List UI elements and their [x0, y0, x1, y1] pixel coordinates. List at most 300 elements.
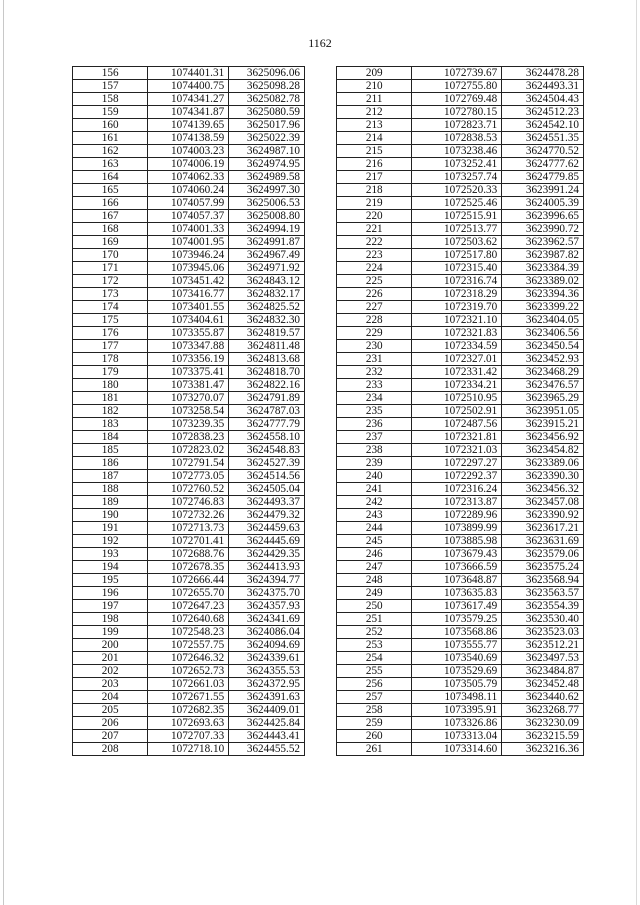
table-row	[73, 171, 305, 184]
y-coordinate-cell: 3623457.08	[502, 496, 584, 509]
table-row	[73, 314, 305, 327]
table-row	[337, 288, 584, 301]
y-coordinate-cell: 3624339.61	[229, 652, 305, 665]
point-number-cell: 209	[337, 67, 412, 80]
table-row	[73, 366, 305, 379]
point-number-cell: 211	[337, 93, 412, 106]
x-coordinate-cell: 1073356.19	[148, 353, 229, 366]
table-row	[73, 652, 305, 665]
y-coordinate-cell: 3624987.10	[229, 145, 305, 158]
y-coordinate-cell: 3625080.59	[229, 106, 305, 119]
table-row	[337, 587, 584, 600]
y-coordinate-cell: 3624777.62	[502, 158, 584, 171]
y-coordinate-cell: 3623563.57	[502, 587, 584, 600]
point-number-cell: 203	[73, 678, 148, 691]
scan-edge-right	[636, 0, 637, 905]
table-row	[73, 743, 305, 756]
point-number-cell: 251	[337, 613, 412, 626]
y-coordinate-cell: 3623951.05	[502, 405, 584, 418]
y-coordinate-cell: 3623530.40	[502, 613, 584, 626]
y-coordinate-cell: 3624770.52	[502, 145, 584, 158]
table-row	[337, 236, 584, 249]
point-number-cell: 158	[73, 93, 148, 106]
point-number-cell: 218	[337, 184, 412, 197]
table-row	[337, 340, 584, 353]
x-coordinate-cell: 1073252.41	[412, 158, 502, 171]
point-number-cell: 258	[337, 704, 412, 717]
point-number-cell: 248	[337, 574, 412, 587]
x-coordinate-cell: 1073648.87	[412, 574, 502, 587]
table-row	[73, 379, 305, 392]
y-coordinate-cell: 3624994.19	[229, 223, 305, 236]
table-row	[337, 93, 584, 106]
y-coordinate-cell: 3624997.30	[229, 184, 305, 197]
point-number-cell: 179	[73, 366, 148, 379]
table-row	[337, 262, 584, 275]
x-coordinate-cell: 1072520.33	[412, 184, 502, 197]
table-row	[337, 301, 584, 314]
point-number-cell: 235	[337, 405, 412, 418]
x-coordinate-cell: 1072319.70	[412, 301, 502, 314]
x-coordinate-cell: 1074057.37	[148, 210, 229, 223]
x-coordinate-cell: 1074341.27	[148, 93, 229, 106]
x-coordinate-cell: 1074006.19	[148, 158, 229, 171]
x-coordinate-cell: 1073270.07	[148, 392, 229, 405]
x-coordinate-cell: 1072713.73	[148, 522, 229, 535]
table-row	[337, 197, 584, 210]
y-coordinate-cell: 3625096.06	[229, 67, 305, 80]
y-coordinate-cell: 3623390.30	[502, 470, 584, 483]
y-coordinate-cell: 3623965.29	[502, 392, 584, 405]
point-number-cell: 195	[73, 574, 148, 587]
x-coordinate-cell: 1074138.59	[148, 132, 229, 145]
point-number-cell: 242	[337, 496, 412, 509]
y-coordinate-cell: 3623384.39	[502, 262, 584, 275]
y-coordinate-cell: 3624989.58	[229, 171, 305, 184]
table-row	[73, 665, 305, 678]
point-number-cell: 212	[337, 106, 412, 119]
y-coordinate-cell: 3623440.62	[502, 691, 584, 704]
x-coordinate-cell: 1072760.52	[148, 483, 229, 496]
table-row	[337, 444, 584, 457]
x-coordinate-cell: 1072316.24	[412, 483, 502, 496]
y-coordinate-cell: 3624086.04	[229, 626, 305, 639]
table-row	[73, 197, 305, 210]
table-row	[73, 613, 305, 626]
table-row	[73, 535, 305, 548]
table-row	[73, 353, 305, 366]
point-number-cell: 227	[337, 301, 412, 314]
y-coordinate-cell: 3623450.54	[502, 340, 584, 353]
point-number-cell: 166	[73, 197, 148, 210]
table-row	[337, 210, 584, 223]
point-number-cell: 253	[337, 639, 412, 652]
table-row	[73, 93, 305, 106]
y-coordinate-cell: 3624505.04	[229, 483, 305, 496]
x-coordinate-cell: 1072321.83	[412, 327, 502, 340]
table-row	[337, 496, 584, 509]
x-coordinate-cell: 1073885.98	[412, 535, 502, 548]
point-number-cell: 201	[73, 652, 148, 665]
table-row	[337, 158, 584, 171]
x-coordinate-cell: 1072666.44	[148, 574, 229, 587]
x-coordinate-cell: 1072739.67	[412, 67, 502, 80]
y-coordinate-cell: 3624514.56	[229, 470, 305, 483]
y-coordinate-cell: 3624819.57	[229, 327, 305, 340]
scan-edge-left	[3, 0, 4, 905]
y-coordinate-cell: 3623631.69	[502, 535, 584, 548]
x-coordinate-cell: 1072718.10	[148, 743, 229, 756]
table-row	[73, 223, 305, 236]
point-number-cell: 170	[73, 249, 148, 262]
x-coordinate-cell: 1074001.95	[148, 236, 229, 249]
table-row	[337, 327, 584, 340]
point-number-cell: 215	[337, 145, 412, 158]
table-row	[337, 457, 584, 470]
x-coordinate-cell: 1072548.23	[148, 626, 229, 639]
table-row	[337, 366, 584, 379]
y-coordinate-cell: 3625006.53	[229, 197, 305, 210]
point-number-cell: 173	[73, 288, 148, 301]
y-coordinate-cell: 3624832.17	[229, 288, 305, 301]
point-number-cell: 233	[337, 379, 412, 392]
point-number-cell: 190	[73, 509, 148, 522]
table-row	[337, 431, 584, 444]
y-coordinate-cell: 3623404.05	[502, 314, 584, 327]
table-row	[73, 262, 305, 275]
table-row	[337, 522, 584, 535]
y-coordinate-cell: 3624777.79	[229, 418, 305, 431]
y-coordinate-cell: 3623394.36	[502, 288, 584, 301]
point-number-cell: 177	[73, 340, 148, 353]
y-coordinate-cell: 3623406.56	[502, 327, 584, 340]
x-coordinate-cell: 1072640.68	[148, 613, 229, 626]
x-coordinate-cell: 1072316.74	[412, 275, 502, 288]
point-number-cell: 250	[337, 600, 412, 613]
x-coordinate-cell: 1073239.35	[148, 418, 229, 431]
x-coordinate-cell: 1072331.42	[412, 366, 502, 379]
x-coordinate-cell: 1074057.99	[148, 197, 229, 210]
y-coordinate-cell: 3624355.53	[229, 665, 305, 678]
y-coordinate-cell: 3624843.12	[229, 275, 305, 288]
table-row	[337, 678, 584, 691]
y-coordinate-cell: 3623390.92	[502, 509, 584, 522]
x-coordinate-cell: 1072334.59	[412, 340, 502, 353]
y-coordinate-cell: 3623456.92	[502, 431, 584, 444]
table-row	[73, 132, 305, 145]
x-coordinate-cell: 1072769.48	[412, 93, 502, 106]
y-coordinate-cell: 3623512.21	[502, 639, 584, 652]
point-number-cell: 193	[73, 548, 148, 561]
table-row	[337, 184, 584, 197]
table-row	[337, 249, 584, 262]
point-number-cell: 175	[73, 314, 148, 327]
x-coordinate-cell: 1072515.91	[412, 210, 502, 223]
y-coordinate-cell: 3623990.72	[502, 223, 584, 236]
y-coordinate-cell: 3624548.83	[229, 444, 305, 457]
y-coordinate-cell: 3625008.80	[229, 210, 305, 223]
point-number-cell: 256	[337, 678, 412, 691]
x-coordinate-cell: 1073404.61	[148, 314, 229, 327]
x-coordinate-cell: 1073401.55	[148, 301, 229, 314]
y-coordinate-cell: 3624991.87	[229, 236, 305, 249]
table-row	[73, 106, 305, 119]
table-row	[337, 652, 584, 665]
x-coordinate-cell: 1072838.23	[148, 431, 229, 444]
point-number-cell: 164	[73, 171, 148, 184]
x-coordinate-cell: 1073347.88	[148, 340, 229, 353]
x-coordinate-cell: 1072318.29	[412, 288, 502, 301]
x-coordinate-cell: 1072755.80	[412, 80, 502, 93]
y-coordinate-cell: 3623579.06	[502, 548, 584, 561]
point-number-cell: 157	[73, 80, 148, 93]
table-row	[337, 561, 584, 574]
x-coordinate-cell: 1072503.62	[412, 236, 502, 249]
y-coordinate-cell: 3623216.36	[502, 743, 584, 756]
table-row	[337, 509, 584, 522]
table-row	[337, 418, 584, 431]
table-row	[73, 67, 305, 80]
y-coordinate-cell: 3623523.03	[502, 626, 584, 639]
point-number-cell: 232	[337, 366, 412, 379]
point-number-cell: 231	[337, 353, 412, 366]
point-number-cell: 240	[337, 470, 412, 483]
point-number-cell: 241	[337, 483, 412, 496]
x-coordinate-cell: 1072707.33	[148, 730, 229, 743]
y-coordinate-cell: 3624413.93	[229, 561, 305, 574]
x-coordinate-cell: 1072313.87	[412, 496, 502, 509]
y-coordinate-cell: 3624967.49	[229, 249, 305, 262]
point-number-cell: 163	[73, 158, 148, 171]
table-row	[337, 704, 584, 717]
x-coordinate-cell: 1074139.65	[148, 119, 229, 132]
point-number-cell: 228	[337, 314, 412, 327]
point-number-cell: 245	[337, 535, 412, 548]
x-coordinate-cell: 1072791.54	[148, 457, 229, 470]
x-coordinate-cell: 1072525.46	[412, 197, 502, 210]
y-coordinate-cell: 3623389.06	[502, 457, 584, 470]
x-coordinate-cell: 1072327.01	[412, 353, 502, 366]
x-coordinate-cell: 1072646.32	[148, 652, 229, 665]
point-number-cell: 206	[73, 717, 148, 730]
y-coordinate-cell: 3623389.02	[502, 275, 584, 288]
y-coordinate-cell: 3623554.39	[502, 600, 584, 613]
point-number-cell: 205	[73, 704, 148, 717]
coordinate-table-left	[72, 66, 305, 756]
point-number-cell: 260	[337, 730, 412, 743]
y-coordinate-cell: 3624459.63	[229, 522, 305, 535]
x-coordinate-cell: 1073314.60	[412, 743, 502, 756]
y-coordinate-cell: 3624375.70	[229, 587, 305, 600]
y-coordinate-cell: 3623268.77	[502, 704, 584, 717]
y-coordinate-cell: 3624825.52	[229, 301, 305, 314]
x-coordinate-cell: 1072838.53	[412, 132, 502, 145]
point-number-cell: 216	[337, 158, 412, 171]
table-row	[73, 522, 305, 535]
x-coordinate-cell: 1073238.46	[412, 145, 502, 158]
y-coordinate-cell: 3624512.23	[502, 106, 584, 119]
table-row	[337, 730, 584, 743]
table-row	[337, 470, 584, 483]
x-coordinate-cell: 1074341.87	[148, 106, 229, 119]
y-coordinate-cell: 3624542.10	[502, 119, 584, 132]
table-row	[337, 600, 584, 613]
y-coordinate-cell: 3624832.30	[229, 314, 305, 327]
point-number-cell: 176	[73, 327, 148, 340]
x-coordinate-cell: 1072661.03	[148, 678, 229, 691]
point-number-cell: 198	[73, 613, 148, 626]
y-coordinate-cell: 3624445.69	[229, 535, 305, 548]
x-coordinate-cell: 1073375.41	[148, 366, 229, 379]
x-coordinate-cell: 1072780.15	[412, 106, 502, 119]
table-row	[73, 249, 305, 262]
point-number-cell: 217	[337, 171, 412, 184]
y-coordinate-cell: 3624779.85	[502, 171, 584, 184]
table-row	[73, 574, 305, 587]
point-number-cell: 230	[337, 340, 412, 353]
table-row	[337, 392, 584, 405]
point-number-cell: 213	[337, 119, 412, 132]
point-number-cell: 192	[73, 535, 148, 548]
point-number-cell: 222	[337, 236, 412, 249]
y-coordinate-cell: 3623987.82	[502, 249, 584, 262]
x-coordinate-cell: 1072732.26	[148, 509, 229, 522]
x-coordinate-cell: 1074060.24	[148, 184, 229, 197]
x-coordinate-cell: 1074401.31	[148, 67, 229, 80]
x-coordinate-cell: 1072557.75	[148, 639, 229, 652]
point-number-cell: 219	[337, 197, 412, 210]
x-coordinate-cell: 1073257.74	[412, 171, 502, 184]
y-coordinate-cell: 3623452.93	[502, 353, 584, 366]
point-number-cell: 172	[73, 275, 148, 288]
point-number-cell: 202	[73, 665, 148, 678]
x-coordinate-cell: 1073529.69	[412, 665, 502, 678]
table-row	[73, 210, 305, 223]
x-coordinate-cell: 1073635.83	[412, 587, 502, 600]
table-row	[337, 717, 584, 730]
y-coordinate-cell: 3624005.39	[502, 197, 584, 210]
y-coordinate-cell: 3624478.28	[502, 67, 584, 80]
point-number-cell: 191	[73, 522, 148, 535]
point-number-cell: 169	[73, 236, 148, 249]
table-row	[73, 275, 305, 288]
y-coordinate-cell: 3623452.48	[502, 678, 584, 691]
point-number-cell: 221	[337, 223, 412, 236]
x-coordinate-cell: 1073381.47	[148, 379, 229, 392]
y-coordinate-cell: 3624787.03	[229, 405, 305, 418]
table-row	[337, 574, 584, 587]
point-number-cell: 180	[73, 379, 148, 392]
point-number-cell: 244	[337, 522, 412, 535]
table-row	[73, 431, 305, 444]
x-coordinate-cell: 1073498.11	[412, 691, 502, 704]
point-number-cell: 210	[337, 80, 412, 93]
table-row	[73, 288, 305, 301]
point-number-cell: 247	[337, 561, 412, 574]
table-row	[73, 600, 305, 613]
table-row	[73, 119, 305, 132]
table-row	[337, 665, 584, 678]
table-row	[337, 353, 584, 366]
point-number-cell: 243	[337, 509, 412, 522]
point-number-cell: 199	[73, 626, 148, 639]
x-coordinate-cell: 1073505.79	[412, 678, 502, 691]
x-coordinate-cell: 1073313.04	[412, 730, 502, 743]
x-coordinate-cell: 1072647.23	[148, 600, 229, 613]
y-coordinate-cell: 3624818.70	[229, 366, 305, 379]
point-number-cell: 259	[337, 717, 412, 730]
table-row	[337, 145, 584, 158]
point-number-cell: 220	[337, 210, 412, 223]
point-number-cell: 183	[73, 418, 148, 431]
point-number-cell: 225	[337, 275, 412, 288]
point-number-cell: 234	[337, 392, 412, 405]
x-coordinate-cell: 1072321.03	[412, 444, 502, 457]
y-coordinate-cell: 3624429.35	[229, 548, 305, 561]
table-row	[337, 691, 584, 704]
table-row	[337, 80, 584, 93]
point-number-cell: 165	[73, 184, 148, 197]
x-coordinate-cell: 1072682.35	[148, 704, 229, 717]
y-coordinate-cell: 3624372.95	[229, 678, 305, 691]
x-coordinate-cell: 1073617.49	[412, 600, 502, 613]
point-number-cell: 188	[73, 483, 148, 496]
y-coordinate-cell: 3623454.82	[502, 444, 584, 457]
x-coordinate-cell: 1072746.83	[148, 496, 229, 509]
x-coordinate-cell: 1073579.25	[412, 613, 502, 626]
y-coordinate-cell: 3624504.43	[502, 93, 584, 106]
table-row	[73, 80, 305, 93]
y-coordinate-cell: 3624791.89	[229, 392, 305, 405]
y-coordinate-cell: 3623991.24	[502, 184, 584, 197]
point-number-cell: 197	[73, 600, 148, 613]
y-coordinate-cell: 3624493.37	[229, 496, 305, 509]
table-row	[337, 483, 584, 496]
table-row	[73, 626, 305, 639]
point-number-cell: 226	[337, 288, 412, 301]
y-coordinate-cell: 3624391.63	[229, 691, 305, 704]
x-coordinate-cell: 1072655.70	[148, 587, 229, 600]
table-row	[73, 691, 305, 704]
x-coordinate-cell: 1074003.23	[148, 145, 229, 158]
x-coordinate-cell: 1072701.41	[148, 535, 229, 548]
point-number-cell: 204	[73, 691, 148, 704]
point-number-cell: 156	[73, 67, 148, 80]
x-coordinate-cell: 1072678.35	[148, 561, 229, 574]
table-row	[73, 548, 305, 561]
x-coordinate-cell: 1072693.63	[148, 717, 229, 730]
y-coordinate-cell: 3624493.31	[502, 80, 584, 93]
x-coordinate-cell: 1073258.54	[148, 405, 229, 418]
x-coordinate-cell: 1072517.80	[412, 249, 502, 262]
point-number-cell: 224	[337, 262, 412, 275]
table-row	[73, 327, 305, 340]
point-number-cell: 189	[73, 496, 148, 509]
table-row	[73, 717, 305, 730]
x-coordinate-cell: 1072487.56	[412, 418, 502, 431]
y-coordinate-cell: 3624974.95	[229, 158, 305, 171]
x-coordinate-cell: 1073395.91	[412, 704, 502, 717]
table-row	[337, 106, 584, 119]
table-row	[73, 704, 305, 717]
coordinate-table-right	[336, 66, 584, 756]
y-coordinate-cell: 3623575.24	[502, 561, 584, 574]
point-number-cell: 257	[337, 691, 412, 704]
table-row	[73, 587, 305, 600]
x-coordinate-cell: 1073451.42	[148, 275, 229, 288]
x-coordinate-cell: 1073416.77	[148, 288, 229, 301]
y-coordinate-cell: 3623617.21	[502, 522, 584, 535]
